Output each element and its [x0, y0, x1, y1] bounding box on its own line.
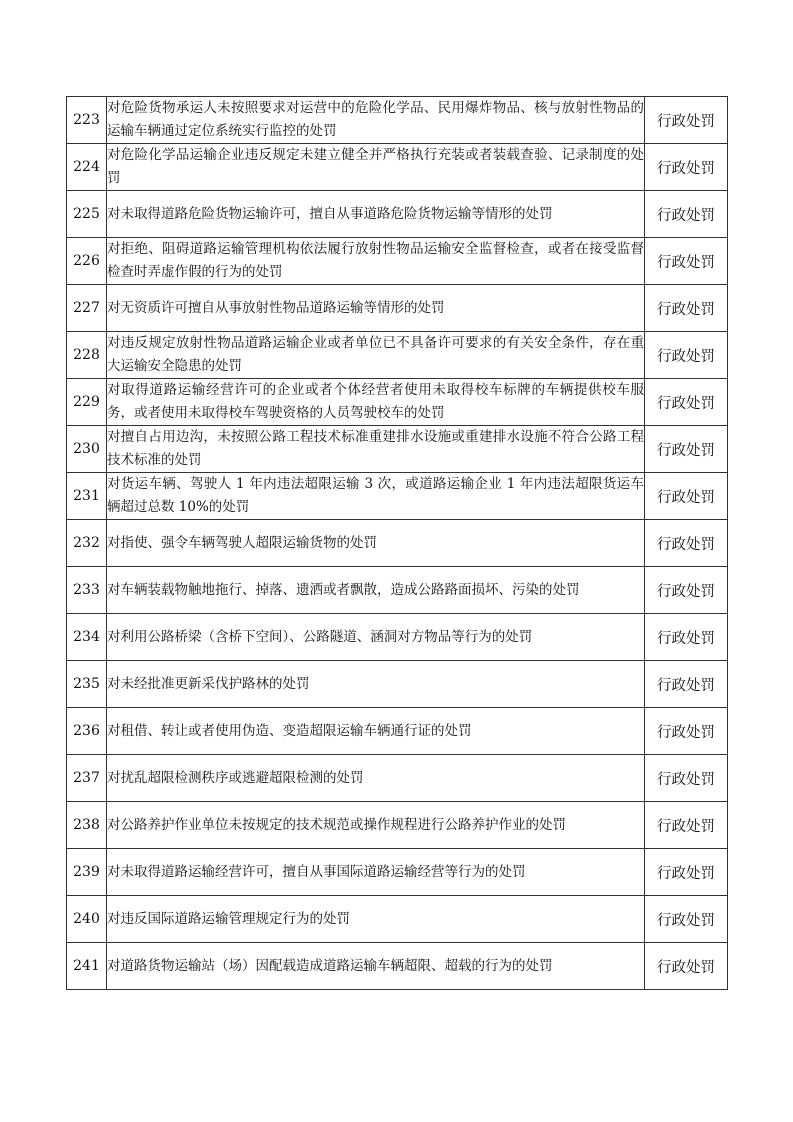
- row-number: 239: [67, 849, 107, 896]
- table-row: [67, 755, 728, 802]
- item-description: 对未取得道路危险货物运输许可，擅自从事道路危险货物运输等情形的处罚: [107, 191, 645, 238]
- item-category: 行政处罚: [645, 802, 728, 849]
- table-row: [67, 379, 728, 426]
- item-category: 行政处罚: [645, 191, 728, 238]
- table-row: [67, 238, 728, 285]
- item-description: 对违反国际道路运输管理规定行为的处罚: [107, 896, 645, 943]
- row-number: 224: [67, 144, 107, 191]
- table-row: [67, 661, 728, 708]
- item-category: 行政处罚: [645, 849, 728, 896]
- row-number: 225: [67, 191, 107, 238]
- table-body: [67, 97, 728, 990]
- table-row: [67, 708, 728, 755]
- item-category: 行政处罚: [645, 238, 728, 285]
- item-category: 行政处罚: [645, 285, 728, 332]
- table-row: [67, 285, 728, 332]
- row-number: 234: [67, 614, 107, 661]
- item-description: 对车辆装载物触地拖行、掉落、遗洒或者飘散，造成公路路面损坏、污染的处罚: [107, 567, 645, 614]
- row-number: 227: [67, 285, 107, 332]
- table-row: [67, 191, 728, 238]
- table-row: [67, 896, 728, 943]
- item-description: 对拒绝、阻碍道路运输管理机构依法履行放射性物品运输安全监督检查，或者在接受监督检查时弄虚作假的行为的处罚: [107, 238, 645, 285]
- item-description: 对指使、强令车辆驾驶人超限运输货物的处罚: [107, 520, 645, 567]
- table-row: [67, 520, 728, 567]
- table-row: [67, 849, 728, 896]
- row-number: 238: [67, 802, 107, 849]
- item-description: 对未经批准更新采伐护路林的处罚: [107, 661, 645, 708]
- row-number: 229: [67, 379, 107, 426]
- item-category: 行政处罚: [645, 896, 728, 943]
- item-description: 对租借、转让或者使用伪造、变造超限运输车辆通行证的处罚: [107, 708, 645, 755]
- row-number: 232: [67, 520, 107, 567]
- item-category: 行政处罚: [645, 614, 728, 661]
- table-row: [67, 567, 728, 614]
- table-row: [67, 97, 728, 144]
- row-number: 241: [67, 943, 107, 990]
- item-description: 对违反规定放射性物品道路运输企业或者单位已不具备许可要求的有关安全条件，存在重大运输安全隐患的处罚: [107, 332, 645, 379]
- item-description: 对无资质许可擅自从事放射性物品道路运输等情形的处罚: [107, 285, 645, 332]
- table-row: [67, 614, 728, 661]
- row-number: 228: [67, 332, 107, 379]
- row-number: 237: [67, 755, 107, 802]
- row-number: 240: [67, 896, 107, 943]
- table-row: [67, 802, 728, 849]
- item-description: 对货运车辆、驾驶人 1 年内违法超限运输 3 次，或道路运输企业 1 年内违法超限货运车辆超过总数 10%的处罚: [107, 473, 645, 520]
- table-row: [67, 426, 728, 473]
- row-number: 223: [67, 97, 107, 144]
- item-category: 行政处罚: [645, 567, 728, 614]
- item-description: 对扰乱超限检测秩序或逃避超限检测的处罚: [107, 755, 645, 802]
- item-category: 行政处罚: [645, 97, 728, 144]
- item-description: 对道路货物运输站（场）因配载造成道路运输车辆超限、超载的行为的处罚: [107, 943, 645, 990]
- row-number: 236: [67, 708, 107, 755]
- row-number: 235: [67, 661, 107, 708]
- item-category: 行政处罚: [645, 708, 728, 755]
- item-description: 对取得道路运输经营许可的企业或者个体经营者使用未取得校车标牌的车辆提供校车服务，或者使用未取得校车驾驶资格的人员驾驶校车的处罚: [107, 379, 645, 426]
- item-category: 行政处罚: [645, 661, 728, 708]
- row-number: 233: [67, 567, 107, 614]
- table-row: [67, 144, 728, 191]
- row-number: 226: [67, 238, 107, 285]
- item-description: 对危险化学品运输企业违反规定未建立健全并严格执行充装或者装载查验、记录制度的处罚: [107, 144, 645, 191]
- item-description: 对利用公路桥梁（含桥下空间）、公路隧道、涵洞对方物品等行为的处罚: [107, 614, 645, 661]
- item-category: 行政处罚: [645, 755, 728, 802]
- item-description: 对危险货物承运人未按照要求对运营中的危险化学品、民用爆炸物品、核与放射性物品的运输车辆通过定位系统实行监控的处罚: [107, 97, 645, 144]
- item-description: 对未取得道路运输经营许可，擅自从事国际道路运输经营等行为的处罚: [107, 849, 645, 896]
- row-number: 230: [67, 426, 107, 473]
- item-category: 行政处罚: [645, 379, 728, 426]
- item-category: 行政处罚: [645, 473, 728, 520]
- item-category: 行政处罚: [645, 144, 728, 191]
- item-category: 行政处罚: [645, 520, 728, 567]
- item-description: 对公路养护作业单位未按规定的技术规范或操作规程进行公路养护作业的处罚: [107, 802, 645, 849]
- row-number: 231: [67, 473, 107, 520]
- item-category: 行政处罚: [645, 943, 728, 990]
- table-row: [67, 473, 728, 520]
- item-category: 行政处罚: [645, 426, 728, 473]
- penalty-items-table: [66, 96, 728, 990]
- table-row: [67, 943, 728, 990]
- item-description: 对擅自占用边沟，未按照公路工程技术标准重建排水设施或重建排水设施不符合公路工程技术标准的处罚: [107, 426, 645, 473]
- item-category: 行政处罚: [645, 332, 728, 379]
- table-row: [67, 332, 728, 379]
